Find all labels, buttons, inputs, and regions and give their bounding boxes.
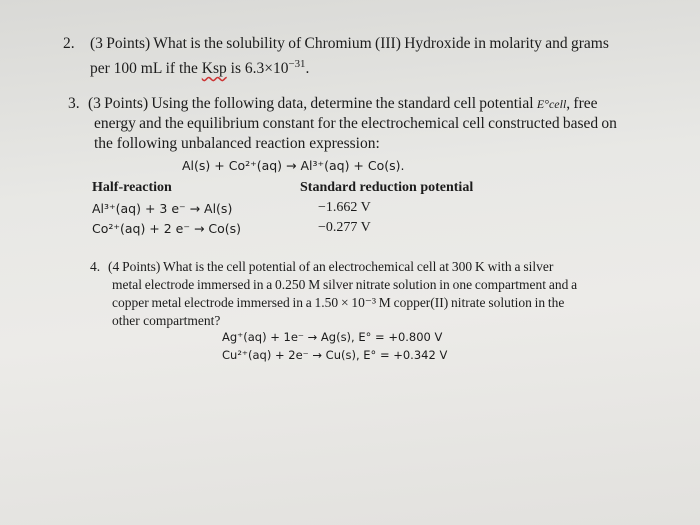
question-text-line: the following unbalanced reaction expression: <box>94 135 380 152</box>
question-text-line: metal electrode immersed in a 0.250 M silver nitrate solution in one compartment and a <box>112 277 578 292</box>
question-2 <box>63 34 663 79</box>
text-fragment: , free <box>566 95 598 112</box>
half-reaction-copper: Cu²⁺(aq) + 2e⁻ → Cu(s), E° = +0.342 V <box>222 348 448 362</box>
potential-value: −0.277 V <box>318 220 371 235</box>
question-number: 3. <box>68 95 80 112</box>
question-4 <box>90 258 650 330</box>
question-3 <box>68 94 668 154</box>
cell-potential-symbol: E°cell <box>536 97 567 111</box>
table-header-half-reaction: Half-reaction <box>92 180 172 195</box>
question-text-line: energy and the equilibrium constant for the electrochemical cell constructed based on <box>94 115 617 132</box>
question-text-line: (4 Points) What is the cell potential of an electrochemical cell at 300 K with a silver <box>108 259 554 274</box>
question-number: 4. <box>90 259 101 274</box>
half-reaction-row: Co²⁺(aq) + 2 e⁻ → Co(s) <box>92 221 242 236</box>
half-reaction-row: Al³⁺(aq) + 3 e⁻ → Al(s) <box>92 201 233 216</box>
text-fragment: . <box>305 60 310 78</box>
question-text-line <box>88 94 668 114</box>
half-reaction-silver: Ag⁺(aq) + 1e⁻ → Ag(s), E° = +0.800 V <box>222 330 443 344</box>
table-header-potential: Standard reduction potential <box>300 180 474 195</box>
text-fragment: (3 Points) Using the following data, determine the standard cell potential <box>88 95 537 112</box>
ksp-word: Ksp <box>201 60 227 78</box>
text-fragment: per 100 mL if the <box>90 60 202 78</box>
question-text-line: copper metal electrode immersed in a 1.50 × 10⁻³ M copper(II) nitrate solution in the <box>112 295 565 310</box>
question-text-line: (3 Points) What is the solubility of Chromium (III) Hydroxide in molarity and grams <box>90 35 609 52</box>
question-number: 2. <box>63 35 75 52</box>
question-text-line <box>90 54 663 79</box>
exponent: −31 <box>288 58 306 70</box>
text-fragment: is 6.3×10 <box>226 60 289 78</box>
reaction-expression: Al(s) + Co²⁺(aq) → Al³⁺(aq) + Co(s). <box>182 158 405 173</box>
question-text-line: other compartment? <box>112 313 221 328</box>
potential-value: −1.662 V <box>318 200 371 215</box>
